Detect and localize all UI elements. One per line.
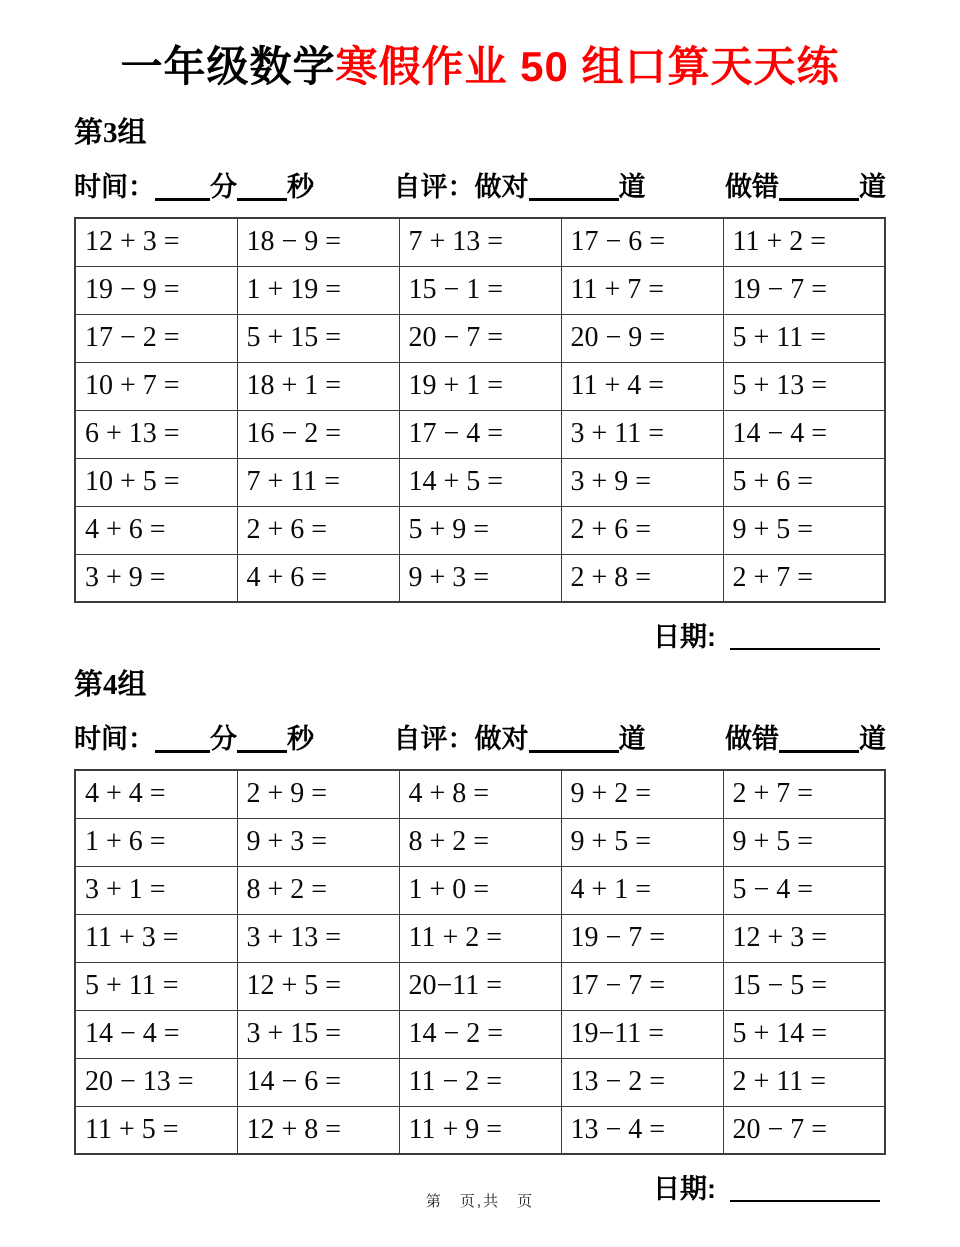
problem-cell: 19−11 = — [561, 1010, 723, 1058]
self-eval-chunk — [394, 165, 646, 204]
page-footer: 第 页,共 页 — [425, 1193, 535, 1210]
problem-cell: 9 + 3 = — [237, 818, 399, 866]
problem-cell: 15 − 1 = — [399, 266, 561, 314]
problem-cell: 14 − 2 = — [399, 1010, 561, 1058]
problem-cell: 3 + 13 = — [237, 914, 399, 962]
problem-cell: 14 − 4 = — [75, 1010, 237, 1058]
self-eval-chunk — [394, 717, 646, 756]
problem-cell: 5 + 9 = — [399, 506, 561, 554]
problem-cell: 3 + 9 = — [561, 458, 723, 506]
page-title-red: 寒假作业 50 组口算天天练 — [335, 43, 840, 90]
date-label: 日期: — [653, 622, 716, 653]
wrong-count-blank — [779, 198, 859, 201]
minutes-blank — [155, 750, 210, 753]
problems-table — [74, 217, 886, 603]
wrong-label: 做错 — [725, 172, 779, 203]
problem-cell: 4 + 6 = — [237, 554, 399, 602]
problem-cell: 17 − 4 = — [399, 410, 561, 458]
time-chunk — [74, 165, 314, 204]
problem-cell: 11 + 2 = — [723, 218, 885, 266]
problem-cell: 6 + 13 = — [75, 410, 237, 458]
table-row — [75, 266, 885, 314]
problem-cell: 11 + 4 = — [561, 362, 723, 410]
dao-label: 道 — [859, 172, 886, 203]
problem-cell: 11 + 3 = — [75, 914, 237, 962]
page-title — [0, 44, 960, 90]
problem-cell: 5 + 11 = — [723, 314, 885, 362]
problem-cell: 5 + 6 = — [723, 458, 885, 506]
second-label: 秒 — [287, 724, 314, 755]
problem-cell: 20 − 9 = — [561, 314, 723, 362]
group-title: 第4组 — [74, 669, 147, 702]
problems-table — [74, 769, 886, 1155]
problem-cell: 17 − 2 = — [75, 314, 237, 362]
problem-cell: 5 + 14 = — [723, 1010, 885, 1058]
problem-cell: 10 + 7 = — [75, 362, 237, 410]
dao-label: 道 — [859, 724, 886, 755]
minutes-blank — [155, 198, 210, 201]
dao-label: 道 — [618, 724, 646, 755]
content — [0, 110, 960, 1206]
problem-cell: 4 + 1 = — [561, 866, 723, 914]
problem-cell: 12 + 5 = — [237, 962, 399, 1010]
problem-cell: 18 + 1 = — [237, 362, 399, 410]
wrong-label: 做错 — [725, 724, 779, 755]
problem-cell: 16 − 2 = — [237, 410, 399, 458]
problem-cell: 3 + 11 = — [561, 410, 723, 458]
problem-cell: 5 + 15 = — [237, 314, 399, 362]
problem-cell: 9 + 5 = — [561, 818, 723, 866]
wrong-count-blank — [779, 750, 859, 753]
table-row — [75, 506, 885, 554]
problem-cell: 11 + 7 = — [561, 266, 723, 314]
self-eval-label: 自评：做对 — [393, 172, 529, 203]
table-row — [75, 314, 885, 362]
problem-cell: 4 + 8 = — [399, 770, 561, 818]
time-label: 时间： — [74, 172, 155, 203]
seconds-blank — [237, 198, 287, 201]
problem-cell: 20 − 7 = — [399, 314, 561, 362]
problem-cell: 9 + 5 = — [723, 506, 885, 554]
problem-cell: 11 − 2 = — [399, 1058, 561, 1106]
problem-cell: 10 + 5 = — [75, 458, 237, 506]
problem-cell: 20 − 7 = — [723, 1106, 885, 1154]
table-row — [75, 362, 885, 410]
problem-cell: 7 + 13 = — [399, 218, 561, 266]
problem-cell: 5 + 11 = — [75, 962, 237, 1010]
problem-cell: 2 + 11 = — [723, 1058, 885, 1106]
table-row — [75, 458, 885, 506]
problem-cell: 2 + 7 = — [723, 554, 885, 602]
problem-cell: 13 − 4 = — [561, 1106, 723, 1154]
table-row — [75, 914, 885, 962]
table-row — [75, 866, 885, 914]
group-section-3 — [74, 110, 886, 654]
correct-count-blank — [529, 198, 619, 201]
date-label: 日期: — [653, 1174, 716, 1205]
table-row — [75, 410, 885, 458]
problem-cell: 12 + 3 = — [723, 914, 885, 962]
table-row — [75, 962, 885, 1010]
problem-cell: 8 + 2 = — [399, 818, 561, 866]
problem-cell: 19 − 7 = — [561, 914, 723, 962]
minute-label: 分 — [210, 724, 237, 755]
problem-cell: 2 + 6 = — [561, 506, 723, 554]
date-blank — [730, 648, 880, 650]
problem-cell: 4 + 6 = — [75, 506, 237, 554]
problem-cell: 7 + 11 = — [237, 458, 399, 506]
problem-cell: 19 − 9 = — [75, 266, 237, 314]
problem-cell: 9 + 5 = — [723, 818, 885, 866]
problem-cell: 3 + 1 = — [75, 866, 237, 914]
problem-cell: 13 − 2 = — [561, 1058, 723, 1106]
problem-cell: 17 − 7 = — [561, 962, 723, 1010]
table-row — [75, 1010, 885, 1058]
problem-cell: 14 − 6 = — [237, 1058, 399, 1106]
problem-cell: 20−11 = — [399, 962, 561, 1010]
problem-cell: 20 − 13 = — [75, 1058, 237, 1106]
self-eval-label: 自评：做对 — [393, 724, 529, 755]
problem-cell: 14 − 4 = — [723, 410, 885, 458]
problem-cell: 12 + 8 = — [237, 1106, 399, 1154]
problem-cell: 18 − 9 = — [237, 218, 399, 266]
date-line — [74, 615, 886, 654]
problem-cell: 1 + 6 = — [75, 818, 237, 866]
problem-cell: 3 + 15 = — [237, 1010, 399, 1058]
table-row — [75, 218, 885, 266]
problem-cell: 2 + 9 = — [237, 770, 399, 818]
time-line — [74, 717, 886, 756]
wrong-chunk — [725, 165, 886, 204]
second-label: 秒 — [287, 172, 314, 203]
problem-cell: 2 + 6 = — [237, 506, 399, 554]
time-line — [74, 165, 886, 204]
problem-cell: 9 + 2 = — [561, 770, 723, 818]
problem-cell: 17 − 6 = — [561, 218, 723, 266]
table-row — [75, 818, 885, 866]
problem-cell: 11 + 9 = — [399, 1106, 561, 1154]
time-label: 时间： — [74, 724, 155, 755]
problem-cell: 19 − 7 = — [723, 266, 885, 314]
problem-cell: 11 + 5 = — [75, 1106, 237, 1154]
page-title-black: 一年级数学 — [120, 43, 336, 90]
problem-cell: 1 + 19 = — [237, 266, 399, 314]
table-row — [75, 554, 885, 602]
dao-label: 道 — [618, 172, 646, 203]
problem-cell: 15 − 5 = — [723, 962, 885, 1010]
problem-cell: 2 + 7 = — [723, 770, 885, 818]
problem-cell: 1 + 0 = — [399, 866, 561, 914]
problem-cell: 12 + 3 = — [75, 218, 237, 266]
problem-cell: 3 + 9 = — [75, 554, 237, 602]
problem-cell: 8 + 2 = — [237, 866, 399, 914]
problem-cell: 19 + 1 = — [399, 362, 561, 410]
problem-cell: 5 − 4 = — [723, 866, 885, 914]
table-row — [75, 1058, 885, 1106]
minute-label: 分 — [210, 172, 237, 203]
problem-cell: 2 + 8 = — [561, 554, 723, 602]
wrong-chunk — [725, 717, 886, 756]
problem-cell: 4 + 4 = — [75, 770, 237, 818]
table-row — [75, 1106, 885, 1154]
group-title: 第3组 — [74, 117, 147, 150]
time-chunk — [74, 717, 314, 756]
problem-cell: 14 + 5 = — [399, 458, 561, 506]
table-row — [75, 770, 885, 818]
group-section-4 — [74, 662, 886, 1206]
correct-count-blank — [529, 750, 619, 753]
problem-cell: 11 + 2 = — [399, 914, 561, 962]
seconds-blank — [237, 750, 287, 753]
problem-cell: 5 + 13 = — [723, 362, 885, 410]
problem-cell: 9 + 3 = — [399, 554, 561, 602]
